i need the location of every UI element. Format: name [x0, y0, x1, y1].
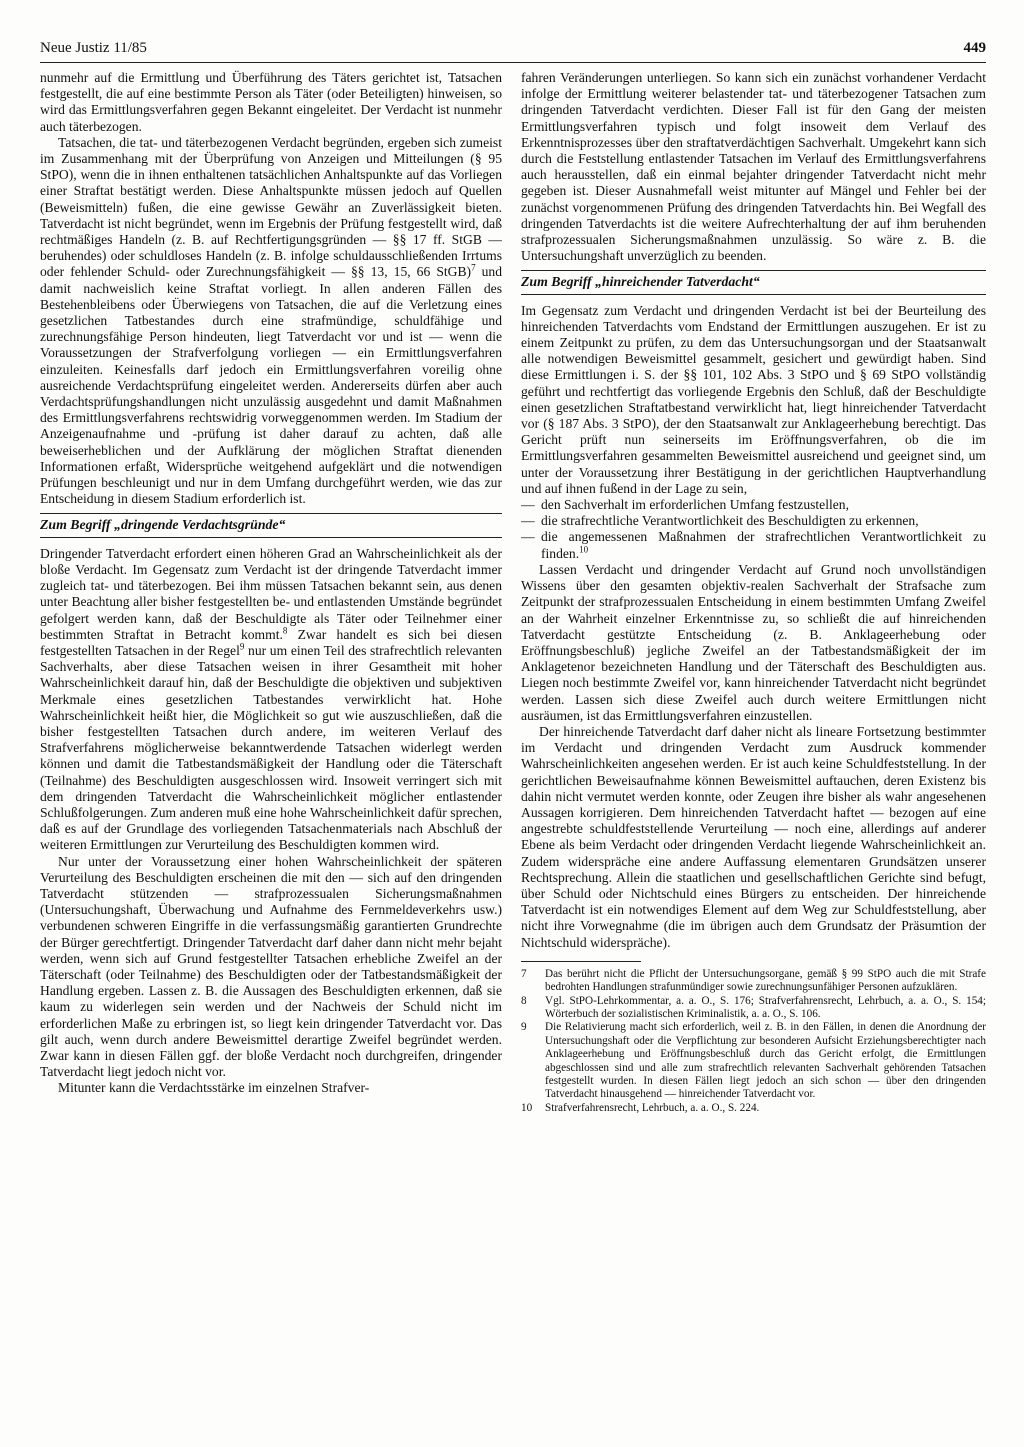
footnote-ref: 8	[282, 625, 288, 636]
footnote-ref: 9	[239, 641, 245, 652]
footnote-ref: 7	[471, 262, 476, 273]
section-heading: Zum Begriff „dringende Verdachtsgründe“	[40, 513, 502, 537]
list-item: — den Sachverhalt im erforderlichen Umfang festzustellen,	[521, 497, 986, 513]
right-column	[521, 70, 986, 1410]
footnote-number: 7	[521, 967, 527, 980]
left-column	[40, 70, 502, 1390]
footnote-rule	[521, 961, 641, 962]
text-run: Tatsachen, die tat- und täterbezogenen Verdacht begründen, ergeben sich zumeist im Zusammenhang mit der Überprüfung von Anzeigen und Mitteilungen (§ 95 StPO), wenn die in ihnen enthaltenen tatsächlichen Anhaltspunkte auf das Vorliegen einer Straftat bestätigt werden. Diese Anhaltspunkte müssen jedoch auf Quellen (Beweismitteln) fußen, die eine gewisse Gewähr an Zuverlässigkeit bieten. Tatverdacht ist nicht begründet, wenn im Ergebnis der Prüfung festgestellt wird, daß rechtmäßiges Handeln (z. B. auf Rechtfertigungsgründen — §§ 17 ff. StGB — beruhendes) oder schuldloses Handeln (z. B. infolge schuldausschließenden Irrtums oder fehlender Schuld- oder Zurechnungsfähigkeit — §§ 13, 15, 66 StGB)	[40, 134, 502, 280]
footnote	[521, 1021, 986, 1101]
paragraph	[40, 546, 502, 854]
paragraph: fahren Veränderungen unterliegen. So kann sich ein zunächst vorhandener Verdacht infolge der Ermittlung weiterer belastender tat- und täterbezogener Tatsachen zum dringenden Tatverdacht verdichten. Dieser Fall ist für den Gang der meisten Ermittlungsverfahren typisch und folgt insoweit dem Verlauf des Erkenntnisprozesses über den straftatverdächtigen Sachverhalt. Umgekehrt kann sich durch die Feststellung entlastender Tatsachen im Verlauf des Ermittlungsverfahrens auch herausstellen, daß ein einmal bejahter dringender Tatverdacht nicht mehr gegeben ist. Dieser Ausnahmefall weist mitunter auf Mängel und Fehler bei der zunächst vorgenommenen Prüfung des dringenden Tatverdachts hin. Bei Wegfall des dringenden Tatverdachts ist die weitere Aufrechterhaltung der auf ihm beruhenden strafprozessualen Sicherungsmaßnahmen unzulässig. So wäre z. B. die Untersuchungshaft unverzüglich zu beenden.	[521, 70, 986, 264]
footnote-number: 10	[521, 1101, 533, 1114]
running-header	[40, 40, 986, 62]
page-number: 449	[963, 40, 986, 56]
footnote-text: Strafverfahrensrecht, Lehrbuch, a. a. O., S. 224.	[545, 1101, 760, 1114]
paragraph: Der hinreichende Tatverdacht darf daher nicht als lineare Fortsetzung bestimmter im Verdacht und dringenden Verdacht zum Ausdruck kommender Wahrscheinlichkeiten angesehen werden. Er ist auch keine Schuldfeststellung. In der gerichtlichen Beweisaufnahme können Beweismittel auftauchen, deren Existenz bis dahin nicht vermutet werden konnte, oder Zeugen ihre bisher als wahr angesehenen Aussagen korrigieren. Dem hinreichenden Tatverdacht haftet — bezogen auf eine angestrebte schuldfeststellende Verurteilung — noch eine, allerdings auf anderer Ebene als beim Verdacht oder dringenden Verdacht liegende Wahrscheinlichkeit an. Zudem widerspräche eine andere Auffassung elementaren Grundsätzen unserer Rechtsprechung. Allein die staatlichen und gesellschaftlichen Gerichte sind befugt, über Schuld oder Nichtschuld eines Bürgers zu entscheiden. Der hinreichende Tatverdacht ist ein notwendiges Element auf dem Weg zur Schuldfeststellung, aber nicht ihre Vorwegnahme (die im übrigen auch dem Grundsatz der Präsumtion der Nichtschuld widerspräche).	[521, 723, 986, 950]
paragraph: Mitunter kann die Verdachtsstärke im einzelnen Strafver-	[58, 1080, 370, 1096]
text-run: und damit nachweislich keine Straftat vorliegt. In allen anderen Fällen des Bestehenbleibens oder Überwiegens von Tatsachen, die auf die Verletzung eines gesetzlichen Tatbestandes durch eine strafmündige, schuldfähige und zurechnungsfähige Person hindeuten, liegt Tatverdacht vor und ist — wenn die Voraussetzungen der Strafverfolgung vorliegen — ein Ermittlungsverfahren einzuleiten. Keinesfalls darf jedoch ein Ermittlungsverfahren voreilig ohne ausreichende Verdachtsprüfung eingeleitet werden. Andererseits dürfen aber auch Verdachtsprüfungshandlungen nicht unzulässig ausgedehnt und damit Maßnahmen des Ermittlungsverfahrens rechtswidrig vorweggenommen werden. Im Stadium der Anzeigenaufnahme und -prüfung ist daher darauf zu achten, daß alle beweiserheblichen und der Aufklärung der möglichen Straftat dienenden Informationen erfaßt, Widersprüche weitgehend aufgeklärt und die notwendigen Prüfungen beschleunigt und nur in dem Umfang durchgeführt werden, wie das zur Entscheidung in diesem Stadium erforderlich ist.	[40, 264, 502, 507]
text-run: die angemessenen Maßnahmen der strafrechtlichen Verantwortlichkeit zu finden.	[541, 529, 986, 561]
paragraph	[40, 135, 502, 508]
footnote-text: Das berührt nicht die Pflicht der Untersuchungsorgane, gemäß § 99 StPO auch die mit Strafe bedrohten Handlungen strafunmündiger sowie zurechnungsunfähiger Personen aufzuklären.	[545, 967, 986, 994]
footnote	[521, 995, 986, 1022]
footnote-ref: 10	[579, 544, 589, 555]
footnote	[521, 968, 986, 995]
paragraph: nunmehr auf die Ermittlung und Überführung des Täters gerichtet ist, Tatsachen festgestellt, die auf eine bestimmte Person als Täter (oder Beteiligten) hinweisen, so wird das Ermittlungsverfahren gegen Bekannt eingeleitet. Der Verdacht ist nunmehr auch täterbezogen.	[40, 70, 502, 134]
footnote-number: 8	[521, 994, 527, 1007]
paragraph: Lassen Verdacht und dringender Verdacht auf Grund noch unvollständigen Wissens über den gesamten objektiv-realen Sachverhalt der Strafsache zum Zeitpunkt der strafprozessualen Entscheidung in einem bestimmten Umfang Zweifel an der Wahrheit einzelner Erkenntnisse zu, so schließt die auf hinreichenden Tatverdacht gestützte Entscheidung (z. B. Anklageerhebung oder Eröffnungsbeschluß) jegliche Zweifel an der Tatbestandsmäßigkeit der im Anklagetenor bezeichneten Handlung und der Täterschaft des Beschuldigten aus. Liegen noch bestimmte Zweifel vor, kann hinreichender Tatverdacht nicht begründet werden. Lassen sich diese Zweifel auch durch weitere Ermittlungen nicht ausräumen, ist das Ermittlungsverfahren einzustellen.	[521, 561, 986, 723]
list-item: — die strafrechtliche Verantwortlichkeit des Beschuldigten zu erkennen,	[521, 513, 986, 529]
footnote-number: 9	[521, 1021, 527, 1034]
header-rule	[40, 62, 986, 63]
footnote	[521, 1102, 986, 1115]
text-run: Dringender Tatverdacht erfordert einen höheren Grad an Wahrscheinlichkeit als der bloße Verdacht. Im Gegensatz zum Verdacht ist der dringende Tatverdacht immer zugleich tat- und täterbezogen. Bei ihm müssen Tatsachen bekannt sein, aus denen unter Beachtung aller bisher festgestellten be- und entlastenden Umstände begründet gefolgert werden kann, daß der Beschuldigte als Täter oder Teilnehmer einer bestimmten Straftat in Betracht kommt.	[40, 545, 502, 642]
paragraph: Im Gegensatz zum Verdacht und dringenden Verdacht ist bei der Beurteilung des hinreichenden Tatverdachts vom Endstand der Ermittlungen auszugehen. Er ist zu einem Zeitpunkt zu prüfen, zu dem das Untersuchungsorgan und der Staatsanwalt alle notwendigen Beweismittel gesammelt, gesichert und gewürdigt haben. Sind diese Ermittlungen i. S. der §§ 101, 102 Abs. 3 StPO und § 69 StPO vollständig geführt und rechtfertigt das vorliegende Ergebnis den Schluß, daß der Beschuldigte einen gesetzlichen Straftatbestand verwirklicht hat, liegt hinreichender Tatverdacht vor (§ 187 Abs. 3 StPO), der den Staatsanwalt zur Anklageerhebung berechtigt. Das Gericht prüft nun seinerseits im Eröffnungsverfahren, ob die im Ermittlungsverfahren gesammelten Beweismittel ausreichend und geeignet sind, um unter der Voraussetzung ihrer Bestätigung in der gerichtlichen Hauptverhandlung und auf ihnen fußend in der Lage zu sein,	[521, 302, 986, 496]
text-run: nur um einen Teil des strafrechtlich relevanten Sachverhalts, aber diese Tatsachen weisen in ihrer Gesamtheit mit hoher Wahrscheinlichkeit darauf hin, daß der Beschuldigte die objektiven und subjektiven Merkmale eines gesetzlichen Tatbestandes verwirklicht hat. Hohe Wahrscheinlichkeit heißt hier, die Möglichkeit so gut wie auszuschließen, daß die bisher festgestellten Tatsachen durch andere, im weiteren Verlauf des Strafverfahrens möglicherweise bekanntwerdende Tatsachen widerlegt werden können und damit die Tatbestandsmäßigkeit der Handlung oder die Täterschaft (Teilnahme) des Beschuldigten ausgeschlossen wird. Insoweit verringert sich mit dem dringenden Tatverdacht die Wahrscheinlichkeit möglicher entlastender Schlußfolgerungen. Zum anderen muß eine hohe Wahrscheinlichkeit dafür sprechen, daß es auf der Grundlage des vorliegenden Tatsachenmaterials nach Abschluß der weiteren Ermittlungen zur Verurteilung des Beschuldigten kommen wird.	[40, 642, 502, 853]
journal-title: Neue Justiz 11/85	[40, 40, 147, 56]
text-run: Zwar handelt es sich bei diesen festgestellten Tatsachen in der Regel	[40, 626, 502, 658]
footnote-text: Vgl. StPO-Lehrkommentar, a. a. O., S. 176; Strafverfahrensrecht, Lehrbuch, a. a. O., S. 154; Wörterbuch der sozialistischen Kriminalistik, a. a. O., S. 106.	[545, 994, 986, 1020]
dash-list	[521, 497, 986, 562]
paragraph: Nur unter der Voraussetzung einer hohen Wahrscheinlichkeit der späteren Verurteilung des Beschuldigten erscheinen die mit den — sich auf den dringenden Tatverdacht stützenden — strafprozessualen Sicherungsmaßnahmen (Untersuchungshaft, Überwachung und Aufnahme des Fernmeldeverkehrs usw.) verbundenen schweren Eingriffe in die verfassungsmäßig garantierten Grundrechte der Bürger gerechtfertigt. Dringender Tatverdacht darf daher dann nicht mehr bejaht werden, wenn sich auf Grund festgestellter Tatsachen erhebliche Zweifel an der Täterschaft (oder Teilnahme) des Beschuldigten oder der Tatbestandsmäßigkeit der Handlung ergeben. Lassen z. B. die Aussagen des Beschuldigten erkennen, daß sie kaum zu widerlegen sein werden und der Nachweis der Schuld nicht im erforderlichen Maße zu erbringen ist, so liegt kein dringender Tatverdacht vor. Das gilt auch, wenn durch andere Beweismittel derartige Zweifel begründet werden. Zwar kann in diesen Fällen ggf. der bloße Verdacht noch durchgreifen, dringender Tatverdacht liegt jedoch nicht vor.	[40, 853, 502, 1080]
section-heading: Zum Begriff „hinreichender Tatverdacht“	[521, 270, 986, 294]
footnote-text: Die Relativierung macht sich erforderlich, weil z. B. in den Fällen, in denen die Anordnung der Untersuchungshaft oder die Verpflichtung zur besonderen Aufsicht Erziehungsberechtigter nach Anklageerhebung und Eröffnungsbeschluß durch das Gericht erfolgt, die Ermittlungen abgeschlossen sind und alle zum strafrechtlich relevanten Sachverhalt gehörenden Tatsachen festgestellt wurden. In diesen Fällen liegt jedoch an sich schon — über den dringenden Tatverdacht hinausgehend — hinreichender Tatverdacht vor.	[545, 1021, 986, 1101]
list-item	[521, 529, 986, 561]
